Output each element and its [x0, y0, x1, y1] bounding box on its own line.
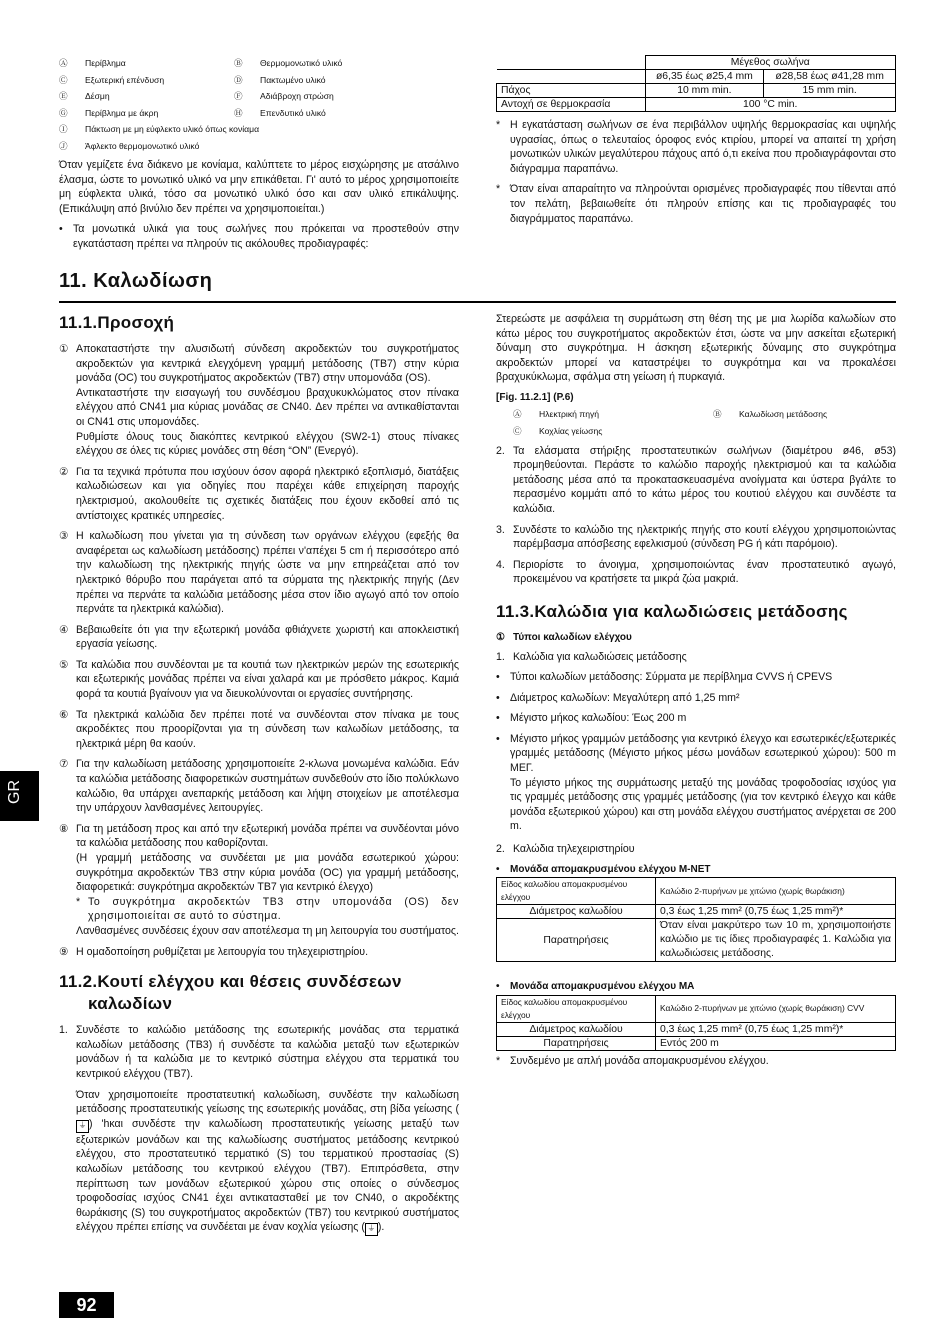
legend-label: Καλωδίωση μετάδοσης: [739, 408, 828, 419]
item-paragraph: Η καλωδίωση που γίνεται για τη σύνδεση των οργάνων ελέγχου (εφεξής θα αναφέρεται ως καλωδίωση μετάδοσης) πρέπει ν'απέχει 5 cm ή περισσότερο από την καλωδίωση της ηλεκτρικής πηγής ώστε να μην επηρεάζεται από τον ηλεκτρικό θόρυβο που παράγεται από τα σύρματα της ηλεκτρικής πηγής (Δεν πρέπει να περνάτε τα καλώδια μετάδοσης μέσα στον ίδιο αγωγό από τον οποίο περνάτε τα ηλεκτρικά καλώδια).: [76, 530, 459, 616]
item-number: ⑤: [59, 658, 69, 671]
note-mark: *: [496, 183, 501, 196]
list-item: [496, 558, 896, 587]
legend-mark: Ⓐ: [59, 58, 68, 68]
item-number: ⑧: [59, 822, 69, 835]
heading-line: 11.2.Κουτί ελέγχου και θέσεις συνδέσεων: [59, 972, 402, 992]
footnote: * Συνδεμένο με απλή μονάδα απομακρυσμένου ελέγχου.: [496, 1054, 769, 1067]
legend-mark: Ⓖ: [59, 107, 68, 118]
caution-item: [59, 757, 459, 815]
table-cell: Καλώδιο 2-πυρήνων με χιτώνιο (χωρίς θωράκιση): [656, 878, 896, 905]
note: [496, 118, 896, 176]
legend-row: [59, 88, 459, 105]
wiring-paragraph: Στερεώστε με ασφάλεια τη συρμάτωση στη θέση της με μια λωρίδα καλωδίων στο κάτω μέρος του συγκροτήματος ακροδεκτών έτσι, ώστε να μην ασκείται εξωτερική δύναμη στο συγκρότημα. Η άσκηση εξωτερικής δύναμης στο συγκρότημα ακροδεκτών μπορεί να καταστρέψει το συγκρότημα και να προκαλέσει βραχυκύκλωμα, σφάλμα στη γείωση ή πυρκαγιά.: [496, 313, 896, 384]
legend-block: [59, 55, 459, 258]
legend-label: Αδιάβροχη στρώση: [260, 91, 334, 101]
insulation-spec-block: [496, 55, 896, 232]
note: [496, 182, 896, 226]
list-item: • Μέγιστο μήκος γραμμών μετάδοσης για κεντρικό έλεγχο και εσωτερικές/εξωτερικές γραμμές μετάδοσης (Μέγιστο μήκος μέσω μονάδων εσωτερικού χώρου): 500 m ΜΕΓ. Το μέγιστο μήκος της συρμάτωσης μεταξύ της μονάδας τροφοδοσίας ισχύος για τις γραμμές μετάδοσης στις γραμμές μετάδοσης (για τον κεντρικό έλεγχο και κάθε μονάδα εξωτερικού χώρου) και στη μονάδα ελέγχου συστήματος ανέρχεται σε 200 m.: [496, 732, 896, 833]
bullet-mark: •: [496, 691, 500, 704]
list-item: [59, 1023, 459, 1236]
section-rule: [59, 301, 896, 303]
item-number: ④: [59, 623, 69, 636]
item-paragraph: (Η γραμμή μετάδοσης να συνδέεται με μια μονάδα εσωτερικού χώρου: συγκρότημα ακροδεκτών TB3 στην κύρια μονάδα (OC) για γραμμή μετάδοσης, διαφορετικά: συγκρότημα ακροδεκτών TB7 για κεντρικό έλεγχο): [76, 852, 459, 894]
legend-label: Κοχλίας γείωσης: [539, 425, 603, 436]
table-cell: Παρατηρήσεις: [497, 1036, 656, 1050]
mnet-cable-table: [496, 877, 896, 962]
bullet-mark: •: [496, 732, 500, 745]
bullet-text: Τύποι καλωδίων μετάδοσης: Σύρματα με περίβλημα CVVS ή CPEVS: [510, 671, 833, 684]
subheading: ① Τύποι καλωδίων ελέγχου: [496, 631, 632, 643]
item-paragraph: Βεβαιωθείτε ότι για την εξωτερική μονάδα φθιάχνετε χωριστή και αποκλειστική εργασία γείωσης.: [76, 623, 459, 651]
table-header: ø28,58 έως ø41,28 mm: [764, 70, 896, 84]
table-cell: 15 mm min.: [764, 84, 896, 98]
caution-item: [59, 945, 459, 960]
list-item: [496, 444, 896, 517]
legend-mark: Ⓔ: [59, 91, 68, 101]
legend-label: Ηλεκτρική πηγή: [539, 408, 600, 419]
caution-item: [59, 708, 459, 752]
table-cell: Αντοχή σε θερμοκρασία: [497, 98, 646, 112]
item-number: 4.: [496, 558, 505, 571]
bullet-text: Διάμετρος καλωδίων: Μεγαλύτερη από 1,25 mm²: [510, 691, 740, 704]
table-cell: 0,3 έως 1,25 mm² (0,75 έως 1,25 mm²)*: [656, 1022, 896, 1036]
item-paragraph: Συνδέστε το καλώδιο μετάδοσης της εσωτερικής μονάδας στα τερματικά καλωδίων μετάδοσης (TB3) ή συνδέστε τα καλώδια μεταξύ των εξωτερικών μονάδων ή τα καλώδια με το κεντρικό σύστημα ελέγχου στα τερματικά του κεντρικού ελέγχου (TB7).: [76, 1024, 459, 1080]
item-paragraph: Για την καλωδίωση μετάδοσης χρησιμοποιείτε 2-κλωνα μονωμένα καλώδια. Εάν τα καλώδια μετάδοσης διαφορετικών συστημάτων συνδεθούν στο ίδιο πολύκλωνο καλώδιο, θα υπάρχει ανεπαρκής μετάδοση και λήψη στοιχείων με αποτέλεσμα την υπάρχουν λανθασμένες λειτουργίες.: [76, 758, 459, 815]
legend-row: [513, 423, 896, 440]
legend-mark: Ⓙ: [59, 140, 68, 151]
list-item: [496, 670, 896, 685]
item-paragraph: Τα καλώδια που συνδέονται με τα κουτιά των ηλεκτρικών μερών της εσωτερικής και εξωτερικής μονάδας πρέπει να είναι χαλαρά και με πρόσθετο μάκρος. Καμιά φορά τα κουτιά βγαίνουν για να διευκολύνονται οι εργασίες συντήρησης.: [76, 658, 459, 701]
item-paragraph: Για τα τεχνικά πρότυπα που ισχύουν όσον αφορά ηλεκτρικό εξοπλισμό, διατάξεις καλωδιώσεων και για οδηγίες που παρέχει κάθε επιχείρηση παροχής ηλεκτρισμού, ακολουθείτε τις σχετικές διατάξεις που έχουν εκδοθεί από τις αντίστοιχες κρατικές υπηρεσίες.: [76, 465, 459, 522]
legend-mark: Ⓑ: [234, 58, 243, 68]
legend-row: [59, 105, 459, 122]
legend-row: [59, 121, 459, 138]
item-body: [76, 757, 459, 815]
item-paragraph: Για τη μετάδοση προς και από την εξωτερική μονάδα πρέπει να συνδέονται μόνο τα καλώδια μετάδοσης που καθορίζονται.: [76, 822, 459, 850]
legend-mark: Ⓗ: [234, 107, 243, 118]
ma-cable-table: [496, 995, 896, 1051]
item-body: [76, 822, 459, 939]
item-paragraph: Αποκαταστήστε την αλυσιδωτή σύνδεση ακροδεκτών του συγκροτήματος ακροδεκτών για κεντρικά ελεγχόμενη γραμμή μετάδοσης (TB7) στην κύρια μονάδα (OC) του συγκροτήματος ακροδεκτών (TB7) στην υπομονάδα (OS).: [76, 343, 459, 385]
table-header: Μέγεθος σωλήνα: [645, 56, 896, 70]
item-paragraph: Η ομαδοποίηση ρυθμίζεται με λειτουργία του τηλεχειριστηρίου.: [76, 945, 369, 958]
item-number: 3.: [496, 523, 505, 536]
legend-label: Δέσμη: [85, 91, 110, 101]
note-text: Το συγκρότημα ακροδεκτών TB3 στην υπομονάδα (OS) δεν χρησιμοποιείται σε αυτό το σύστημα.: [88, 895, 459, 923]
legend-label: Περίβλημα με άκρη: [85, 107, 159, 118]
caution-list: [59, 342, 459, 959]
item-paragraph: Όταν χρησιμοποιείτε προστατευτική καλωδίωση, συνδέστε την καλωδίωση μετάδοσης προστατευτικής γείωσης της εσωτερικής μονάδας, στη βίδα γείωσης (⏚ ) 'hκαι συνδέστε την καλωδίωση προστατευτικής γείωσης μεταξύ των εξωτερικών μονάδων και της καλωδίωσης συστήματος μετάδοσης κεντρικού ελέγχου, στο προστατευτικό τερματικό (S) του τερματικού προστασίας (S) καλωδίων μετάδοσης του κεντρικού ελέγχου (TB7). Επιπρόσθετα, στην περίπτωση των μονάδων εξωτερικού χώρου στις οποίες ο σύνδεσμος τροφοδοσίας ισχύος CN41 έχει αντικατασταθεί με τον CN40, ο ακροδέκτης θωράκισης (S) του συγκροτήματος ακροδεκτών (TB7) του κεντρικού συστήματος ελέγχου πρέπει επίσης να συνδέεται με έναν κοχλία γείωσης ( ⏚ ).: [76, 1088, 459, 1237]
item-body: [76, 465, 459, 523]
item-body: [76, 658, 459, 702]
caution-item: [59, 822, 459, 939]
table-cell: Όταν είναι μακρύτερο των 10 m, χρησιμοποιήστε καλώδιο με τις ίδιες προδιαγραφές 1. Καλώδια για καλωδιώσεις μετάδοσης.: [656, 919, 896, 962]
note-text: Όταν είναι απαραίτητο να πληρούνται ορισμένες προδιαγραφές που τίθενται από τον πελάτη, βεβαιωθείτε ότι πληρούν επίσης και τις προδιαγραφές του διαγράμματος παραπάνω.: [510, 183, 896, 225]
page-number: 92: [59, 1292, 114, 1318]
legend-row: [59, 138, 459, 155]
table-cell: Είδος καλωδίου απομακρυσμένου ελέγχου: [497, 878, 656, 905]
bullet-text: Τα μονωτικά υλικά για τους σωλήνες που πρόκειται να προστεθούν στην εγκατάσταση πρέπει να πληρούν τις ακόλουθες προδιαγραφές:: [73, 223, 459, 250]
caution-item: [59, 623, 459, 652]
section-title: 11. Καλωδίωση: [59, 270, 213, 292]
insulation-bullet: [59, 222, 459, 251]
table-cell: Πάχος: [497, 84, 646, 98]
figure-reference: [Fig. 11.2.1] (P.6): [496, 391, 574, 403]
note-mark: *: [496, 119, 501, 131]
table-title: • Μονάδα απομακρυσμένου ελέγχου MA: [496, 981, 695, 993]
legend-row: [59, 72, 459, 89]
legend-label: Επενδυτικό υλικό: [260, 107, 326, 118]
table-cell: 10 mm min.: [645, 84, 764, 98]
item-paragraph: Τα ηλεκτρικά καλώδια δεν πρέπει ποτέ να συνδέονται στον πίνακα με τους ακροδέκτες που προορίζονται για τη σύνδεση των καλωδίων μετάδοσης, τα ηλεκτρικά μέρη θα καούν.: [76, 708, 459, 750]
item-number: ①: [59, 343, 69, 355]
grout-paragraph: Όταν γεμίζετε ένα διάκενο με κονίαμα, καλύπτετε το μέρος εισχώρησης με ατσάλινο έλασμα, ώστε το μονωτικό υλικό να μην επικάθεται. Γι' αυτό το μέρος χρησιμοποιείτε μη εύφλεκτα υλικά, τόσο σα μονωτικό υλικό όσο και σαν υλικό επικάλυψης. (Επικάλυψη από βινύλιο δεν πρέπει να χρησιμοποιείται.): [59, 159, 459, 215]
legend-label: Πάκτωση με μη εύφλεκτο υλικό όπως κονίαμα: [85, 124, 260, 134]
legend-label: Άφλεκτο θερμομονωτικό υλικό: [85, 140, 200, 151]
table-cell: Παρατηρήσεις: [497, 919, 656, 962]
item-number: 2.: [496, 444, 505, 457]
item-number: 1.: [59, 1024, 68, 1037]
legend-mark: Ⓐ: [513, 408, 522, 419]
legend-mark: Ⓒ: [513, 425, 522, 436]
item-paragraph: Λανθασμένες συνδέσεις έχουν σαν αποτέλεσμα τη μη λειτουργία του συστήματος.: [76, 924, 459, 937]
table-cell: Εντός 200 m: [656, 1036, 896, 1050]
table-header: ø6,35 έως ø25,4 mm: [645, 70, 764, 84]
note-mark: *: [76, 895, 81, 908]
legend-label: Πακτωμένο υλικό: [260, 74, 326, 85]
caution-item: [59, 465, 459, 523]
item-text: Συνδέστε το καλώδιο της ηλεκτρικής πηγής στο κουτί ελέγχου χρησιμοποιώντας παρέμβασμα απόσβεσης εφελκισμού (σύνδεση PG ή κάτι παρόμοιο).: [513, 523, 896, 551]
caution-item: [59, 529, 459, 617]
bullet-text: Μέγιστο μήκος καλωδίου: Έως 200 m: [510, 712, 687, 725]
item-paragraph: Ρυθμίστε όλους τους διακόπτες κεντρικού ελέγχου (SW2-1) στους πίνακες ελέγχου σε όλες τις κύριες μονάδες στη θέση “ON” (Ενεργό).: [76, 430, 459, 458]
item-body: [76, 529, 459, 617]
item-number: ⑨: [59, 945, 69, 958]
table-cell: Καλώδιο 2-πυρήνων με χιτώνιο (χωρίς θωράκιση) CVV: [656, 995, 896, 1022]
caution-item: [59, 342, 459, 459]
list-item: 2. Καλώδια τηλεχειριστηρίου: [496, 843, 635, 856]
control-box-list: [496, 444, 896, 587]
insulation-legend: [59, 55, 459, 154]
bullet-mark: •: [496, 671, 500, 684]
table-corner: [497, 70, 646, 84]
ground-icon: ⏚: [76, 1120, 89, 1133]
legend-label: Θερμομονωτικό υλικό: [260, 58, 343, 68]
legend-label: Περίβλημα: [85, 58, 126, 68]
heading-11-1: 11.1.Προσοχή: [59, 313, 175, 332]
cable-spec-list: [496, 670, 896, 726]
item-body: [76, 623, 459, 652]
item-number: ②: [59, 465, 69, 478]
list-item: 1. Καλώδια για καλωδιώσεις μετάδοσης: [496, 650, 687, 663]
heading-line: καλωδίων: [88, 994, 173, 1014]
item-text: Τα ελάσματα στήριξης προστατευτικών σωλήνων (διαμέτρου ø46, ø53) προμηθεύονται. Περάστε το καλώδιο παροχής ηλεκτρισμού και τα καλώδια μετάδοσης μέσα από τα προκατασκευασμένα ανοίγματα και ύστερα βγάλτε το περασμένο κομμάτι από το κάτω μέρος του κουτιού ελέγχου και συνδέστε τα καλώδια.: [513, 444, 896, 515]
legend-mark: Ⓓ: [234, 74, 243, 85]
caution-item: [59, 658, 459, 702]
legend-row: [513, 406, 896, 423]
ground-icon: ⏚: [365, 1223, 378, 1236]
heading-11-2: [59, 971, 459, 1015]
table-cell: 100 °C min.: [645, 98, 896, 112]
right-column: [496, 312, 896, 1074]
table-cell: Διάμετρος καλωδίου: [497, 1022, 656, 1036]
legend-mark: Ⓒ: [59, 74, 68, 85]
figure-legend: [496, 406, 896, 440]
item-paragraph: Αντικαταστήστε την εισαγωγή του συνδέσμου βραχυκυκλώματος στον πίνακα ελέγχου από CN41 μια κύριας μονάδας σε CN40. Δεν πρέπει να αντικαθίστανται οι CN41 στις υπομονάδες.: [76, 386, 459, 428]
item-number: 1.: [496, 650, 505, 663]
bullet-mark: •: [59, 223, 63, 236]
table-cell: 0,3 έως 1,25 mm² (0,75 έως 1,25 mm²)*: [656, 905, 896, 919]
legend-mark: Ⓑ: [713, 408, 722, 419]
legend-mark: Ⓕ: [234, 91, 243, 101]
language-tab: GR: [0, 771, 39, 821]
note-text: Η εγκατάσταση σωλήνων σε ένα περιβάλλον υψηλής θερμοκρασίας και υψηλής υγρασίας, όπως ο τελευταίος όροφος ενός κτιρίου, μπορεί να απαιτεί τη χρήση μονωτικών υλικών μεγαλύτερου πάχους από ό,τι εκείνα που προδιαγράφονται στο διάγραμμα παραπάνω.: [510, 119, 896, 175]
item-number: 2.: [496, 843, 505, 856]
item-number: ③: [59, 530, 69, 543]
table-cell: Είδος καλωδίου απομακρυσμένου ελέγχου: [497, 995, 656, 1022]
heading-11-3: 11.3.Καλώδια για καλωδιώσεις μετάδοσης: [496, 601, 848, 621]
legend-label: Εξωτερική επένδυση: [85, 74, 165, 85]
item-text: Περιορίστε το άνοιγμα, χρησιμοποιώντας έναν προστατευτικό αγωγό, προκειμένου να κρατήσετε τα μικρά ζώα μακριά.: [513, 558, 896, 586]
list-item: [496, 711, 896, 726]
table-corner: [497, 56, 646, 70]
table-cell: Διάμετρος καλωδίου: [497, 905, 656, 919]
insulation-spec-table: [496, 55, 896, 112]
item-body: [76, 945, 459, 960]
item-body: [76, 708, 459, 752]
list-item: [496, 691, 896, 706]
table-title: • Μονάδα απομακρυσμένου ελέγχου M-NET: [496, 863, 711, 875]
list-item: [496, 523, 896, 552]
left-column: [59, 312, 459, 1242]
item-body: [76, 342, 459, 459]
legend-row: [59, 55, 459, 72]
legend-mark: Ⓘ: [59, 124, 68, 134]
item-number: ⑦: [59, 758, 69, 771]
item-note: [76, 895, 459, 924]
bullet-mark: •: [496, 712, 500, 725]
item-number: ⑥: [59, 708, 69, 721]
